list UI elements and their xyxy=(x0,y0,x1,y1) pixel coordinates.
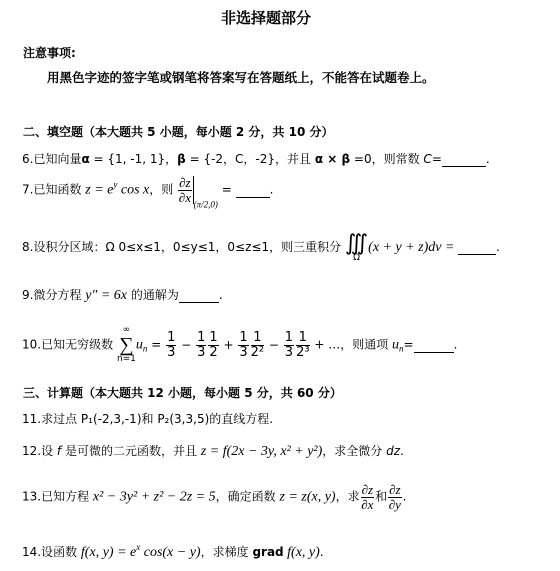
notice-heading: 注意事项: xyxy=(23,46,76,60)
q10-ellipsis: + …，则通项 xyxy=(310,337,393,352)
q13-text-2: ，确定函数 xyxy=(215,489,280,504)
question-8: 8.设积分区域：Ω 0≤x≤1，0≤y≤1，0≤z≤1，则三重积分 ∭ Ω (x + y + z)dv = . xyxy=(22,230,500,263)
q8-text: 设积分区域：Ω 0≤x≤1，0≤y≤1，0≤z≤1，则三重积分 xyxy=(33,240,342,254)
notice-text: 用黑色字迹的签字笔或钢笔将答案写在答题纸上，不能答在试题卷上。 xyxy=(47,70,435,85)
q6-cross-product: α × β xyxy=(314,152,351,166)
q14-text-2: ，求梯度 xyxy=(200,545,253,559)
q6-beta-value: = {-2，C，-2}，并且 xyxy=(185,152,315,166)
q12-text-2: 是可微的二元函数，并且 xyxy=(61,444,201,458)
q14-gradient-arg: f(x, y) xyxy=(283,545,320,560)
q10-answer-blank xyxy=(414,338,454,353)
q14-grad: grad xyxy=(252,545,284,559)
q7-partial-derivative: $\frac{\partial z}{\partial x}$ xyxy=(178,175,191,205)
q7-then: ，则 xyxy=(149,182,174,197)
q6-constant: C xyxy=(423,152,432,166)
q10-end-equals: = xyxy=(403,337,414,352)
q10-fraction: $\frac{1}{3}$ xyxy=(284,329,294,360)
q14-number: 14. xyxy=(22,545,42,559)
q10-fraction: $\frac{1}{\text{2²}}$ xyxy=(250,329,265,360)
q10-text: 已知无穷级数 xyxy=(41,337,114,352)
q13-and: 和 xyxy=(375,489,388,504)
q14-function: f(x, y) = e xyxy=(80,545,137,560)
q10-summation: ∞ ∑ n=1 xyxy=(116,325,136,364)
question-7: 7.已知函数 $z = e^y$ cos x，则 $\frac{\partial z}{\partial x}$ $_{(\pi/2,0)}$ = . xyxy=(22,175,274,210)
q6-condition: =0，则常数 xyxy=(350,152,424,166)
q14-cos: cos(x − y) xyxy=(140,545,201,560)
q10-equals: = xyxy=(147,337,166,352)
question-6: 6.已知向量α = {1, -1, 1}，β = {-2，C，-2}，并且 α × β =0，则常数 C= . xyxy=(22,152,490,166)
q10-fraction: $\frac{1}{\text{2³}}$ xyxy=(296,329,310,360)
question-13: 13.已知方程 x² − 3y² + z² − 2z = 5，确定函数 z = z(x, y)，求 $\frac{\partial z}{\partial x}$ 和 $\frac{\partial z}{\partial y}$ . xyxy=(22,482,407,512)
q10-fraction: $\frac{1}{3}$ xyxy=(239,329,248,360)
q6-text: 已知向量 xyxy=(33,152,82,166)
q12-f: f xyxy=(56,444,62,458)
q7-answer-blank xyxy=(236,183,270,198)
q13-equation: x² − 3y² + z² − 2z = 5 xyxy=(92,489,216,505)
q8-answer-blank xyxy=(458,240,496,255)
q12-text-3: ，求全微分 xyxy=(322,444,387,458)
q7-function: z = e xyxy=(85,182,114,198)
q10-fraction: $\frac{1}{2}$ xyxy=(209,329,218,360)
q13-partial-x: $\frac{\partial z}{\partial x}$ xyxy=(361,482,374,512)
q13-number: 13. xyxy=(22,489,42,504)
q7-evaluation-point: (π/2,0) xyxy=(193,199,218,210)
q14-text: 设函数 xyxy=(41,545,81,559)
q6-alpha: α xyxy=(81,152,90,166)
q7-exponent: y xyxy=(113,179,118,190)
question-12: 12.设 f 是可微的二元函数，并且 z = f(2x − 3y, x² + y²)，求全微分 dz. xyxy=(22,444,404,459)
q13-function: z = z(x, y) xyxy=(279,489,336,505)
q9-text-2: 的通解为 xyxy=(127,288,179,302)
q9-equation: y″ = 6x xyxy=(85,288,127,303)
q8-triple-integral: ∭ Ω xyxy=(344,230,369,263)
q6-equals: = xyxy=(431,152,442,166)
q10-term: u xyxy=(135,337,143,353)
q10-general-term: u xyxy=(392,337,400,353)
q13-partial-y: $\frac{\partial z}{\partial y}$ xyxy=(388,482,401,512)
q10-fraction: $\frac{1}{3}$ xyxy=(167,329,176,360)
q6-number: 6. xyxy=(22,152,34,166)
question-10: 10.已知无穷级数 ∞ ∑ n=1 $u_n$ = $\frac{1}{3}$ − $\frac{1}{3}$ $\frac{1}{2}$ + $\frac{1}{3}$ $\frac{1}{\text{2²}}$ − $\frac{1}{3}$ $\frac{1}{\text{2³}}$ + …，则通项 $u_n=$ . xyxy=(22,325,458,364)
q10-term-sign: − xyxy=(177,337,196,352)
q12-text: 设 xyxy=(41,444,57,458)
q8-number: 8. xyxy=(22,240,34,254)
q10-general-term-index: n xyxy=(399,343,404,354)
section3-heading: 三、计算题（本大题共 12 小题，每小题 5 分，共 60 分） xyxy=(23,386,342,400)
q7-equals: = xyxy=(217,182,236,197)
q10-term-index: n xyxy=(142,343,148,354)
question-14: 14.设函数 f(x, $y) = e^x$ cos(x − y)，求梯度 grad f(x, y). xyxy=(22,542,324,560)
q12-expression: z = f(2x − 3y, x² + y²) xyxy=(200,444,323,459)
q10-number: 10. xyxy=(22,337,42,352)
q7-cos: cos x xyxy=(117,182,150,198)
q8-integrand: (x + y + z)dv = xyxy=(368,240,458,255)
q12-dz: dz xyxy=(386,444,401,458)
q10-term-sign: + xyxy=(219,337,238,352)
question-11: 11.求过点 P₁(-2,3,-1)和 P₂(3,3,5)的直线方程. xyxy=(22,412,274,426)
q9-text: 微分方程 xyxy=(33,288,86,302)
q6-answer-blank xyxy=(442,152,486,167)
q7-text: 已知函数 xyxy=(33,182,86,197)
q9-number: 9. xyxy=(22,288,34,302)
q6-alpha-value: = {1, -1, 1}， xyxy=(89,152,178,166)
q6-beta: β xyxy=(177,152,186,166)
q10-series xyxy=(165,329,310,360)
q9-answer-blank xyxy=(179,288,219,303)
section2-heading: 二、填空题（本大题共 5 小题，每小题 2 分，共 10 分） xyxy=(23,125,334,139)
q10-term-sign: − xyxy=(265,337,283,352)
page-title: 非选择题部分 xyxy=(221,9,312,27)
q10-fraction: $\frac{1}{3}$ xyxy=(197,329,206,360)
q13-text: 已知方程 xyxy=(41,489,93,504)
q13-text-3: ，求 xyxy=(335,489,360,504)
q14-exponent: x xyxy=(136,542,141,552)
q7-number: 7. xyxy=(22,182,34,197)
q12-number: 12. xyxy=(22,444,42,458)
question-9: 9.微分方程 y″ = 6x 的通解为 . xyxy=(22,288,223,303)
